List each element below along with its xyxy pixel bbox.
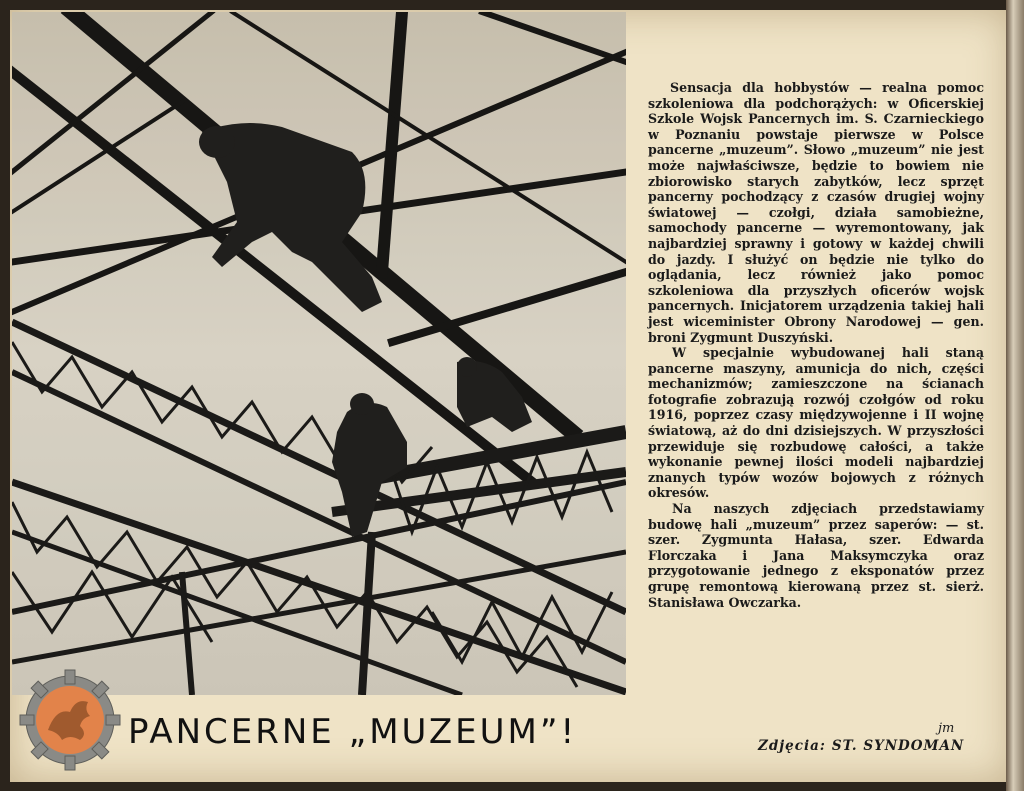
- photo-credit-label: Zdjęcia:: [758, 738, 826, 754]
- article-paragraph: Sensacja dla hobbystów — realna pomoc szkoleniowa dla podchorążych: w Oficerskiej Szkole Wojsk Pancernych im. S. Czarnieckiego w Poznaniu powstaje pierwsze w Polsce pancerne „muzeum”. Słowo „muzeum” nie jest może najwłaściwsze, będzie to bowiem nie zbiorowisko starych zabytków, lecz sprzęt pancerny pochodzący z czasów drugiej wojny światowej — czołgi, działa samobieżne, samochody pancerne — wyremontowany, jak najbardziej sprawny i gotowy w każdej chwili do jazdy. I służyć on będzie nie tylko do oglądania, lecz również jako pomoc szkoleniowa dla przyszłych oficerów wojsk pancernych. Inicjatorem urządzenia takiej hali jest wiceminister Obrony Narodowej — gen. broni Zygmunt Duszyński.: [648, 80, 984, 345]
- article-paragraph: Na naszych zdjęciach przedstawiamy budowę hali „muzeum” przez saperów: — st. szer. Zygmunta Hałasa, szer. Edwarda Florczaka i Jana Maksymczyka oraz przygotowanie jednego z eksponatów przez grupę remontową kierowaną przez st. sierż. Stanisława Owczarka.: [648, 501, 984, 610]
- page-edge: [1006, 0, 1024, 791]
- photo-credit-name: ST. SYNDOMAN: [831, 738, 965, 754]
- article-body: [648, 80, 984, 610]
- article-photo: [12, 12, 626, 695]
- photo-credit: [752, 738, 964, 754]
- gear-dragon-emblem-icon: [18, 668, 122, 772]
- author-initials: jm: [938, 721, 955, 736]
- steel-truss-photo: [12, 12, 626, 695]
- article-paragraph: W specjalnie wybudowanej hali staną pancerne maszyny, amunicja do nich, części mechanizmów; zamieszczone na ścianach fotografie zobrazują rozwój czołgów od roku 1916, poprzez czasy międzywojenne i II wojnę światową, aż do dni dzisiejszych. W przyszłości przewiduje się rozbudowę całości, a także wykonanie pewnej ilości modeli najbardziej znanych typów wozów bojowych z różnych okresów.: [648, 345, 984, 501]
- headline: PANCERNE „MUZEUM”!: [128, 712, 578, 752]
